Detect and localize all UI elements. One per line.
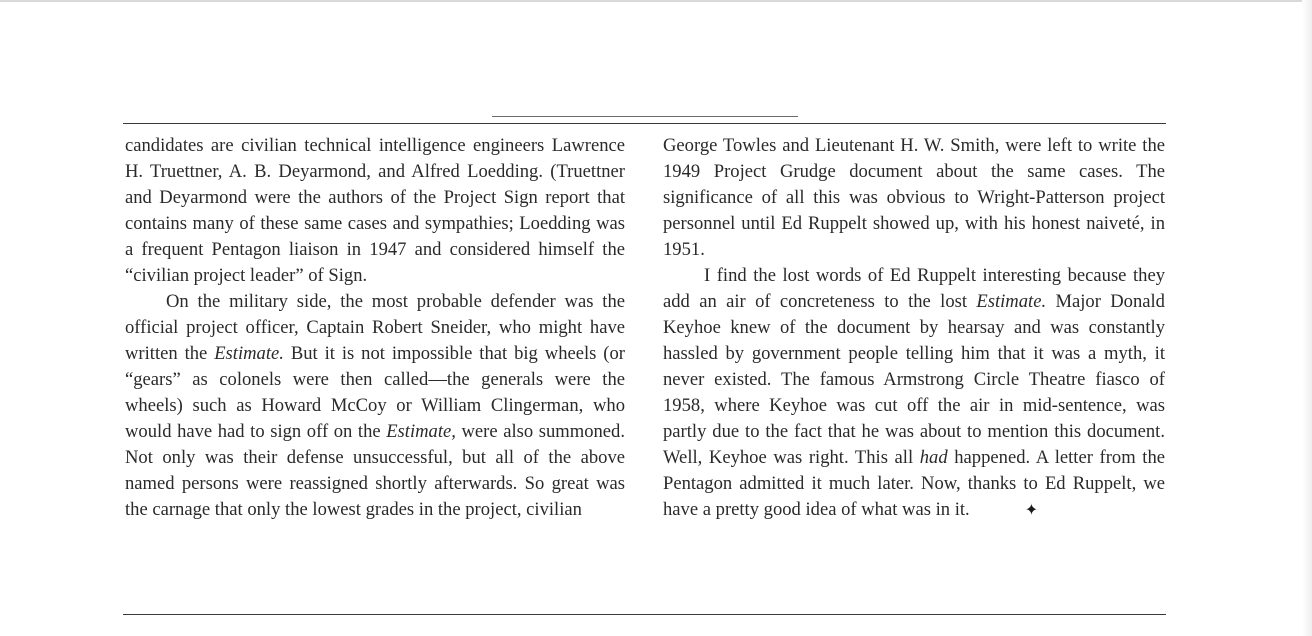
left-paragraph-2-part2: But it is not impossible that big wheels (or “gears” as colonels were then called—the generals were the wheels) such as Howard McCoy or William Clingerman, who would have had to sign off on the bbox=[125, 343, 625, 442]
left-paragraph-2-italic1: Estimate. bbox=[214, 343, 284, 364]
left-paragraph-2-part3: were also summoned. Not only was their defense unsuccessful, but all of the above named persons were reassigned shortly afterwards. So great was the carnage that only the lowest grades in the project, civilian bbox=[125, 421, 625, 520]
header-rule bbox=[123, 123, 1166, 124]
left-paragraph-1 bbox=[125, 133, 625, 289]
right-column bbox=[663, 133, 1165, 524]
right-paragraph-1 bbox=[663, 133, 1165, 263]
end-of-article-mark-icon: ✦ bbox=[1024, 502, 1039, 519]
page-right-edge bbox=[1302, 0, 1312, 636]
page-top-edge bbox=[0, 0, 1312, 2]
right-paragraph-2-part1: I find the lost words of Ed Ruppelt interesting because they add an air of concreteness to the lost bbox=[663, 265, 1165, 312]
right-paragraph-2-italic1: Estimate. bbox=[976, 291, 1047, 312]
left-paragraph-1-text: candidates are civilian technical intelligence engineers Lawrence H. Truettner, A. B. Deyarmond, and Alfred Loedding. (Truettner and Deyarmond were the authors of the Project Sign report that contains many of these same cases and sympathies; Loedding was a frequent Pentagon liaison in 1947 and considered himself the “civilian project leader” of Sign. bbox=[125, 135, 625, 286]
right-paragraph-2 bbox=[663, 263, 1165, 524]
right-paragraph-1-text: George Towles and Lieutenant H. W. Smith, were left to write the 1949 Project Grudge document about the same cases. The significance of all this was obvious to Wright-Patterson project personnel until Ed Ruppelt showed up, with his honest naiveté, in 1951. bbox=[663, 135, 1165, 260]
right-paragraph-2-part3: happened. A letter from the Pentagon admitted it much later. Now, thanks to Ed Ruppelt, we have a pretty good idea of what was in it. bbox=[663, 447, 1165, 520]
header-short-rule bbox=[492, 116, 798, 117]
footer-rule bbox=[123, 614, 1166, 615]
left-paragraph-2-italic2: Estimate, bbox=[386, 421, 456, 442]
left-paragraph-2 bbox=[125, 289, 625, 523]
left-paragraph-2-part1: On the military side, the most probable defender was the official project officer, Captain Robert Sneider, who might have written the bbox=[125, 291, 625, 364]
left-column bbox=[125, 133, 625, 523]
right-paragraph-2-part2: Major Donald Keyhoe knew of the document by hearsay and was constantly hassled by government people telling him that it was a myth, it never existed. The famous Armstrong Circle Theatre fiasco of 1958, where Keyhoe was cut off the air in mid-sentence, was partly due to the fact that he was about to mention this document. Well, Keyhoe was right. This all bbox=[663, 291, 1165, 468]
right-paragraph-2-italic2: had bbox=[919, 447, 948, 468]
